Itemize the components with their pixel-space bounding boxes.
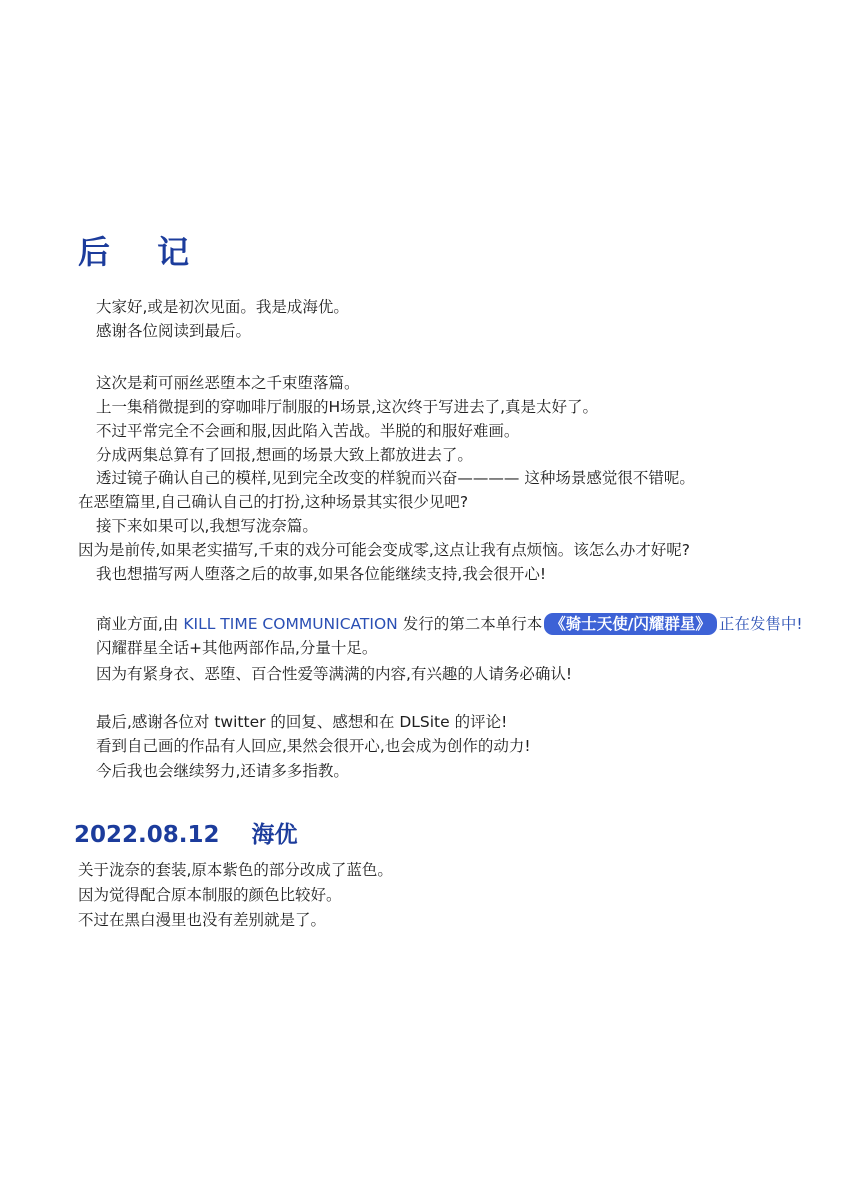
signature-date: 2022.08.12 — [74, 822, 220, 848]
paragraph-line: 最后,感谢各位对 twitter 的回复、感想和在 DLSite 的评论! — [96, 713, 508, 731]
paragraph-line: 看到自己画的作品有人回应,果然会很开心,也会成为创作的动力! — [96, 737, 531, 755]
paragraph-line: 闪耀群星全话+其他两部作品,分量十足。 — [96, 639, 378, 657]
book-title-highlight: 《骑士天使/闪耀群星》 — [544, 613, 717, 635]
paragraph-line: 上一集稍微提到的穿咖啡厅制服的H场景,这次终于写进去了,真是太好了。 — [96, 398, 599, 416]
signature — [74, 818, 298, 852]
paragraph-line: 透过镜子确认自己的模样,见到完全改变的样貌而兴奋———— 这种场景感觉很不错呢。 — [96, 469, 695, 487]
paragraph-line: 今后我也会继续努力,还请多多指教。 — [96, 762, 349, 780]
publisher-name: KILL TIME COMMUNICATION — [183, 615, 398, 633]
on-sale-notice: 正在发售中! — [718, 615, 803, 633]
page-title: 后 记 — [78, 233, 208, 271]
paragraph-line: 接下来如果可以,我想写泷奈篇。 — [96, 517, 318, 535]
business-line — [96, 613, 803, 635]
paragraph-line: 分成两集总算有了回报,想画的场景大致上都放进去了。 — [96, 446, 473, 464]
business-middle: 发行的第二本单行本 — [397, 615, 543, 633]
paragraph-line: 不过平常完全不会画和服,因此陷入苦战。半脱的和服好难画。 — [96, 422, 520, 440]
business-prefix: 商业方面,由 — [96, 615, 184, 633]
paragraph-line: 因为有紧身衣、恶堕、百合性爱等满满的内容,有兴趣的人请务必确认! — [96, 665, 573, 683]
paragraph-line: 在恶堕篇里,自己确认自己的打扮,这种场景其实很少见吧? — [78, 493, 469, 511]
paragraph-line: 因为是前传,如果老实描写,千束的戏分可能会变成零,这点让我有点烦恼。该怎么办才好呢? — [78, 541, 691, 559]
paragraph-line: 我也想描写两人堕落之后的故事,如果各位能继续支持,我会很开心! — [96, 565, 547, 583]
postscript-line: 因为觉得配合原本制服的颜色比较好。 — [78, 886, 342, 904]
postscript-line: 关于泷奈的套装,原本紫色的部分改成了蓝色。 — [78, 861, 393, 879]
paragraph-line: 大家好,或是初次见面。我是成海优。 — [96, 298, 349, 316]
paragraph-line: 感谢各位阅读到最后。 — [96, 322, 252, 340]
signature-name: 海优 — [251, 822, 298, 848]
paragraph-line: 这次是莉可丽丝恶堕本之千束堕落篇。 — [96, 374, 360, 392]
postscript-line: 不过在黑白漫里也没有差别就是了。 — [78, 911, 327, 929]
